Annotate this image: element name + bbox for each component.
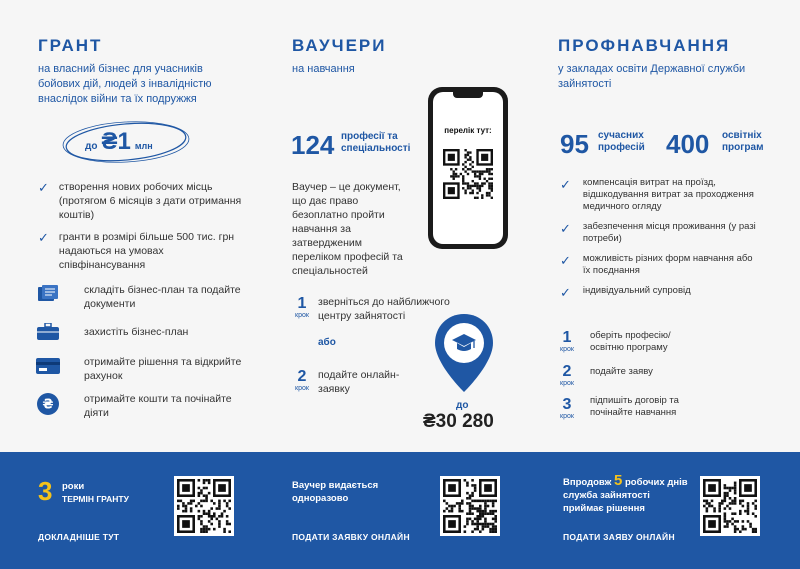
vouchers-title: ВАУЧЕРИ bbox=[292, 36, 387, 55]
training-decision-text bbox=[563, 474, 691, 515]
step-word: крок bbox=[560, 346, 574, 353]
training-step bbox=[556, 397, 578, 420]
grant-step-text: отримайте кошти та почінайте діяти bbox=[84, 393, 232, 419]
or-label: або bbox=[318, 337, 336, 348]
grant-title: ГРАНТ bbox=[38, 36, 103, 55]
checkmark-icon: ✓ bbox=[560, 285, 571, 300]
training-subtitle: у закладах освіти Державної служби зайнятості bbox=[558, 63, 746, 90]
training-benefit-text: індивідуальний супровід bbox=[582, 285, 691, 296]
qr-code[interactable] bbox=[441, 147, 495, 201]
grant-term: ТЕРМІН ГРАНТУ bbox=[62, 494, 129, 504]
voucher-apply-link[interactable]: ПОДАТИ ЗАЯВКУ ОНЛАЙН bbox=[292, 532, 410, 542]
grant-more-link[interactable]: ДОКЛАДНІШЕ ТУТ bbox=[38, 532, 120, 542]
grant-years-number: 3 bbox=[38, 476, 53, 506]
step-number: 3 bbox=[562, 396, 572, 413]
svg-text:₴: ₴ bbox=[42, 397, 54, 413]
map-pin-icon bbox=[432, 312, 496, 394]
voucher-step-text: подайте онлайн-заявку bbox=[318, 369, 400, 395]
training-apply-link[interactable]: ПОДАТИ ЗАЯВУ ОНЛАЙН bbox=[563, 532, 675, 542]
phone-mockup bbox=[428, 87, 508, 249]
training-stat2-number: 400 bbox=[666, 129, 710, 159]
step-number: 2 bbox=[297, 368, 307, 385]
vouchers-subtitle: на навчання bbox=[292, 63, 355, 75]
voucher-limit-value: ₴30 280 bbox=[423, 411, 494, 432]
checkmark-icon: ✓ bbox=[560, 221, 571, 236]
grant-step-text: захистіть бізнес-план bbox=[84, 326, 189, 338]
vouchers-count-caption: професії та спеціальності bbox=[341, 131, 411, 154]
voucher-step bbox=[291, 296, 313, 319]
qr-code[interactable] bbox=[700, 476, 760, 536]
qr-pattern bbox=[703, 479, 757, 533]
training-days-number: 5 bbox=[614, 472, 623, 489]
list-item bbox=[560, 285, 760, 301]
list-item bbox=[560, 253, 760, 277]
training-benefits bbox=[560, 177, 760, 301]
step-word: крок bbox=[295, 385, 309, 392]
grant-amount-suffix: млн bbox=[134, 141, 153, 151]
grant-amount-prefix: до bbox=[85, 141, 98, 152]
qr-code[interactable] bbox=[440, 476, 500, 536]
list-item bbox=[38, 180, 248, 222]
training-benefit-text: компенсація витрат на проїзд, відшкодування витрат за проходження медичного огляду bbox=[582, 177, 754, 212]
voucher-description: Ваучер – це документ, що дає право безоплатно пройти навчання за затвердженим переліком професій та спеціальностей bbox=[292, 181, 403, 277]
phone-caption: перелік тут: bbox=[444, 126, 492, 135]
voucher-step-text: зверніться до найближчого центру зайнятості bbox=[318, 296, 450, 322]
limit-prefix: до bbox=[456, 400, 469, 411]
grant-subtitle: на власний бізнес для учасників бойових дій, людей з інвалідністю внаслідок війни та їх подружжя bbox=[38, 63, 212, 105]
training-stat1-number: 95 bbox=[560, 129, 589, 159]
qr-pattern bbox=[177, 479, 231, 533]
voucher-once-text: Ваучер видається одноразово bbox=[292, 480, 379, 504]
grant-amount bbox=[85, 128, 153, 156]
training-text-before: Впродовж bbox=[563, 477, 612, 488]
grant-condition-text: гранти в розмірі більше 500 тис. грн надаються на умовах співфінансування bbox=[58, 231, 235, 271]
grant-conditions bbox=[38, 180, 248, 272]
training-step-text: підпишіть договір та почінайте навчання bbox=[590, 395, 679, 418]
checkmark-icon: ✓ bbox=[560, 253, 571, 268]
checkmark-icon: ✓ bbox=[560, 177, 571, 192]
list-item bbox=[560, 221, 760, 245]
documents-icon bbox=[36, 285, 60, 303]
training-stat2-caption: освітніх програм bbox=[722, 130, 764, 153]
grant-condition-text: створення нових робочих місць (протягом 6 місяців з дати отримання коштів) bbox=[58, 181, 242, 221]
training-benefit-text: забезпечення місця проживання (у разі потреби) bbox=[582, 221, 756, 244]
grant-step-text: отримайте рішення та відкрийте рахунок bbox=[84, 356, 242, 382]
checkmark-icon: ✓ bbox=[38, 230, 49, 245]
training-title: ПРОФНАВЧАННЯ bbox=[558, 36, 731, 55]
step-word: крок bbox=[295, 312, 309, 319]
qr-code[interactable] bbox=[174, 476, 234, 536]
training-step bbox=[556, 330, 578, 353]
training-text-after: робочих днів служба зайнятості приймає рішення bbox=[563, 477, 688, 514]
training-step-text: оберіть професію/ освітню програму bbox=[590, 330, 671, 353]
bank-card-icon bbox=[36, 357, 60, 375]
footer bbox=[0, 452, 800, 569]
step-number: 1 bbox=[297, 295, 307, 312]
step-number: 2 bbox=[562, 363, 572, 380]
grant-years-word: роки bbox=[62, 481, 85, 492]
voucher-limit bbox=[423, 411, 494, 433]
grant-amount-value: ₴1 bbox=[101, 128, 131, 155]
qr-pattern bbox=[443, 479, 497, 533]
voucher-step bbox=[291, 369, 313, 392]
step-word: крок bbox=[560, 380, 574, 387]
phone-notch bbox=[453, 92, 483, 98]
list-item bbox=[560, 177, 760, 213]
checkmark-icon: ✓ bbox=[38, 180, 49, 195]
training-step-text: подайте заяву bbox=[590, 366, 653, 377]
hryvnia-coin-icon bbox=[36, 392, 60, 416]
briefcase-icon bbox=[36, 323, 60, 341]
training-step bbox=[556, 364, 578, 387]
step-number: 1 bbox=[562, 329, 572, 346]
grant-step-text: складіть бізнес-план та подайте документи bbox=[84, 284, 241, 310]
qr-pattern bbox=[443, 149, 493, 199]
phone-screen bbox=[433, 92, 503, 244]
list-item bbox=[38, 230, 248, 272]
training-benefit-text: можливість різних форм навчання або їх поєднання bbox=[582, 253, 753, 276]
vouchers-count-number: 124 bbox=[291, 130, 335, 160]
training-stat1-caption: сучасних професій bbox=[598, 130, 645, 153]
step-word: крок bbox=[560, 413, 574, 420]
